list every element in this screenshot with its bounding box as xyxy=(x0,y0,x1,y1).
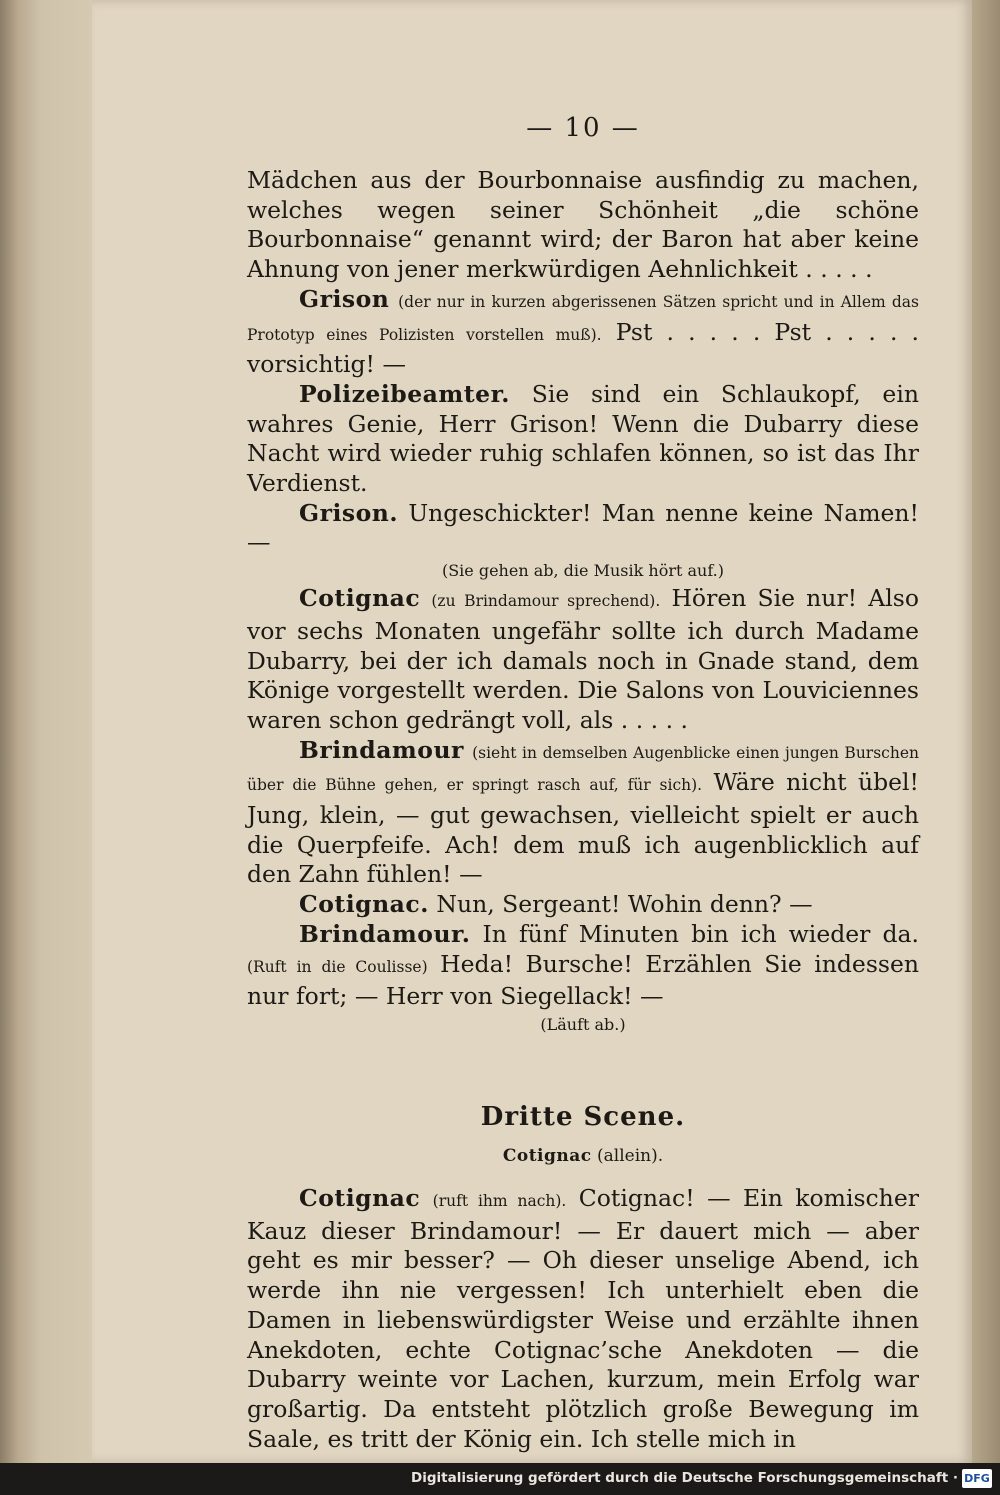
page-number: — 10 — xyxy=(526,113,640,143)
dialogue-text: Wäre nicht übel! Jung, klein, — gut gewachsen, vielleicht spielt er auch die Querpfeife. Ach! dem muß ich augenblicklich auf den Zahn fühlen! — xyxy=(247,768,920,889)
paragraph-cotignac-3 xyxy=(247,1184,919,1454)
speaker-name: Cotignac xyxy=(299,1183,421,1212)
speaker-name: Grison. xyxy=(299,498,399,527)
scene-heading: Dritte Scene. xyxy=(480,1101,686,1132)
character-note: (allein). xyxy=(597,1145,664,1166)
paragraph-grison-2 xyxy=(247,499,919,558)
speaker-name: Brindamour xyxy=(299,735,464,764)
dialogue-text: Sie sind ein Schlaukopf, ein wahres Genie, Herr Grison! Wenn die Dubarry diese Nacht wird wieder ruhig schlafen können, so ist das Ihr Verdienst. xyxy=(247,379,919,498)
dialogue-text: In fünf Minuten bin ich wieder da. xyxy=(482,919,919,948)
paragraph-polizeibeamter xyxy=(247,380,919,499)
paragraph-cotignac-2 xyxy=(247,890,919,920)
stage-direction: (Ruft in die Coulisse) xyxy=(247,957,428,976)
page-stack-edge xyxy=(0,0,92,1463)
paragraph-brindamour-2 xyxy=(247,920,919,1012)
character-name: Cotignac xyxy=(502,1145,592,1166)
speaker-name: Polizeibeamter. xyxy=(299,379,510,408)
stage-direction: (zu Brindamour sprechend). xyxy=(431,592,661,611)
paragraph-grison-1 xyxy=(247,285,919,380)
funding-credit: Digitalisierung gefördert durch die Deutsche Forschungsgemeinschaft · xyxy=(411,1470,958,1486)
dialogue-text: Heda! Bursche! Erzählen Sie indessen nur fort; — Herr von Siegellack! — xyxy=(247,949,919,1011)
stage-direction: (ruft ihm nach). xyxy=(432,1191,567,1210)
dfg-logo: DFG xyxy=(962,1469,992,1488)
stage-direction: (sieht in demselben Augenblicke einen jungen Burschen über die Bühne gehen, er springt rasch auf, für sich). xyxy=(247,743,919,795)
dialogue-text: Ungeschickter! Man nenne keine Namen! — xyxy=(247,498,919,557)
stage-direction-centered: (Sie gehen ab, die Musik hört auf.) xyxy=(441,561,725,581)
dialogue-text: Cotignac! — Ein komischer Kauz dieser Brindamour! — Er dauert mich — aber geht es mir besser? — Oh dieser unselige Abend, ich werde ihn nie vergessen! Ich unterhielt eben die Damen in liebenswürdigster Weise und erzählte ihnen Anekdoten, echte Cotignac’sche Anekdoten — die Dubarry weinte vor Lachen, kurzum, mein Erfolg war großartig. Da entsteht plötzlich große Bewegung im Saale, es tritt der König ein. Ich stelle mich in xyxy=(247,1183,919,1453)
speaker-name: Brindamour. xyxy=(299,919,471,948)
scene-subheading xyxy=(247,1146,919,1166)
paragraph-cotignac-1 xyxy=(247,584,919,736)
stage-direction-centered: (Läuft ab.) xyxy=(540,1014,626,1034)
dialogue-text: Nun, Sergeant! Wohin denn? — xyxy=(436,890,813,919)
speaker-name: Cotignac. xyxy=(299,890,429,919)
speaker-name: Cotignac xyxy=(299,584,421,613)
paragraph-1: Mädchen aus der Bourbonnaise ausfindig zu machen, welches wegen seiner Schönheit „die schöne Bourbonnaise“ genannt wird; der Baron hat aber keine Ahnung von jener merkwürdigen Aehnlichkeit . . . . . xyxy=(247,166,919,284)
digitization-footer xyxy=(0,1463,1000,1495)
page-content xyxy=(247,108,919,1454)
dialogue-text: Pst . . . . . Pst . . . . . vorsichtig! — xyxy=(247,317,919,379)
dialogue-text: Hören Sie nur! Also vor sechs Monaten ungefähr sollte ich durch Madame Dubarry, bei der ich damals noch in Gnade stand, dem Könige vorgestellt werden. Die Salons von Louviciennes waren schon gedrängt voll, als . . . . . xyxy=(247,584,919,734)
page-gutter-shadow xyxy=(972,0,1000,1463)
stage-direction: (der nur in kurzen abgerissenen Sätzen spricht und in Allem das Prototyp eines Polizisten vorstellen muß). xyxy=(247,292,919,344)
speaker-name: Grison xyxy=(299,284,390,313)
paragraph-brindamour-1 xyxy=(247,736,919,891)
